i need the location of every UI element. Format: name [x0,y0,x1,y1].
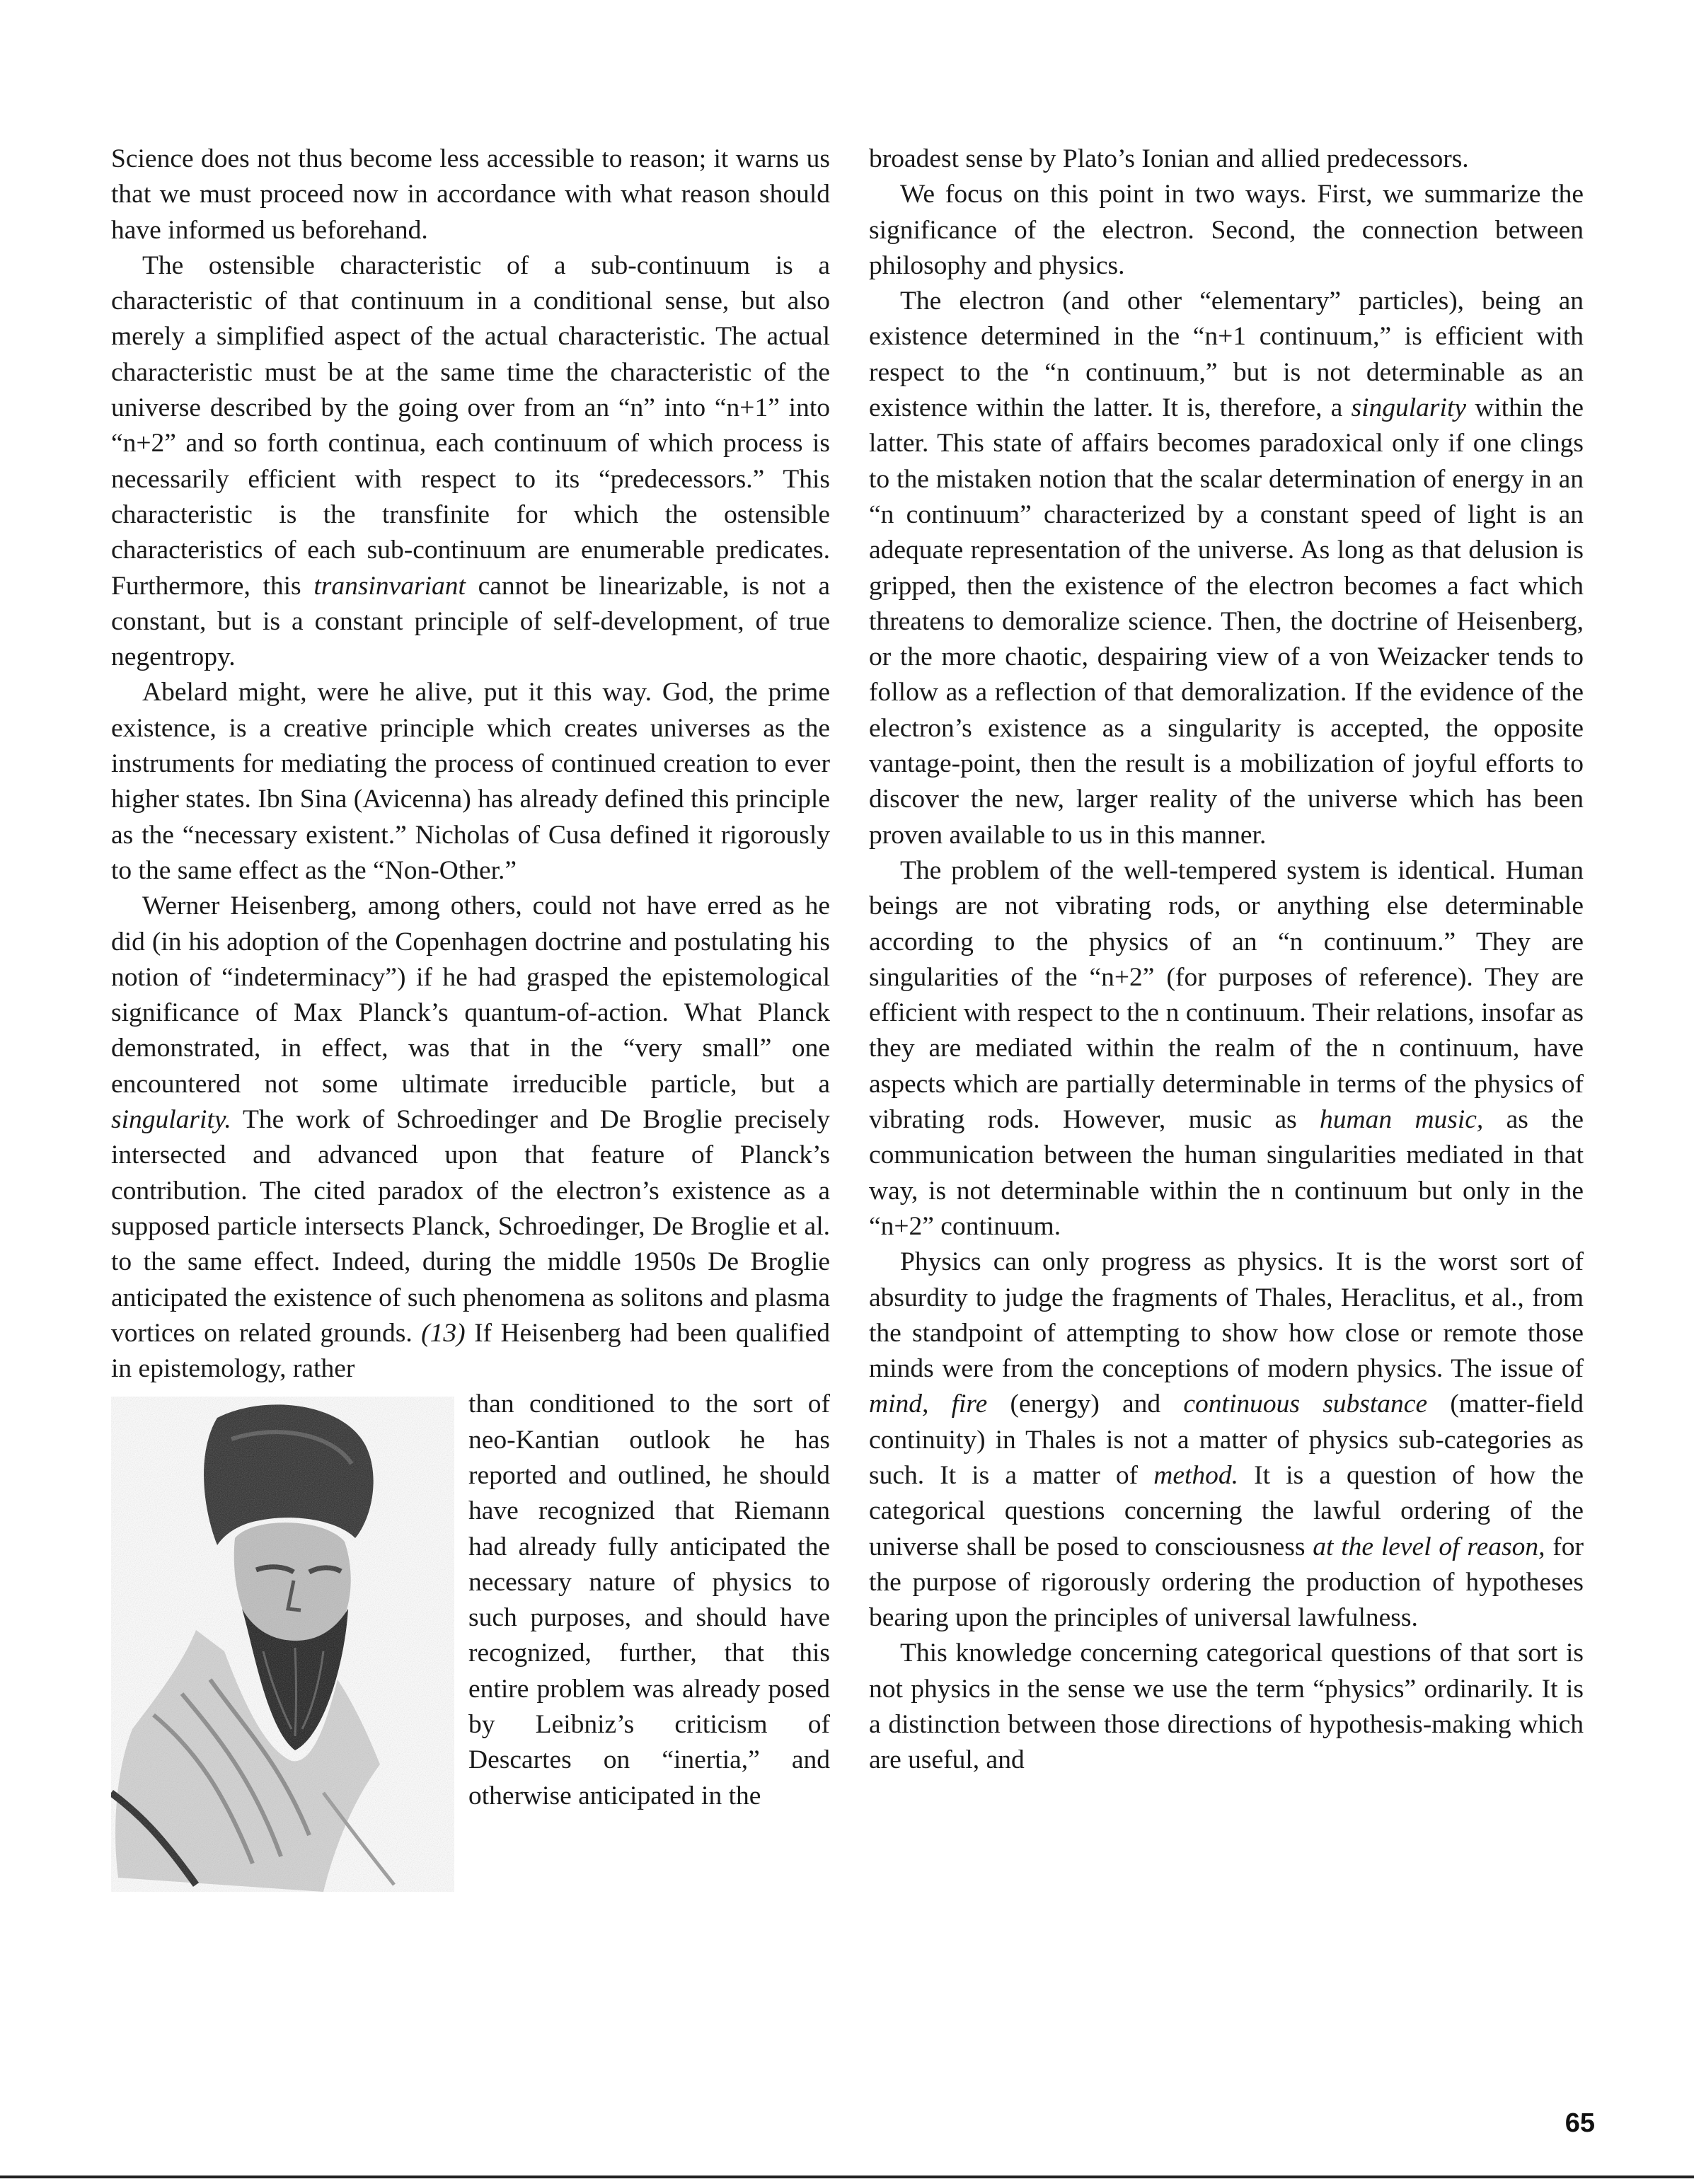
emphasis: human music, [1320,1105,1484,1135]
paragraph: The problem of the well-tempered system is identical. Human beings are not vibrating rods, or anything else determinable according to the physics of an “n continuum.” They are singularities of the “n+2” (for purposes of reference). They are efficient with respect to the n continuum. Their relations, insofar as they are mediated within the realm of the n continuum, have aspects which are partially determinable in terms of the physics of vibrating rods. However, music as human music, as the communication between the human singularities mediated in that way, is not determinable within the n continuum but only in the “n+2” continuum. [869,855,1584,1241]
emphasis: mind, fire [869,1389,988,1419]
bottom-rule [0,2176,1694,2178]
emphasis: method. [1153,1460,1239,1490]
paragraph: Abelard might, were he alive, put it this way. God, the prime existence, is a creative principle which creates universes as the instruments for mediating the process of continued creation to ever higher states. Ibn Sina (Avicenna) has already defined this principle as the “necessary existent.” Nicholas of Cusa defined it rigorously to the same effect as the “Non-Other.” [111,678,830,885]
emphasis: continuous substance [1183,1389,1428,1419]
paragraph: This knowledge concerning categorical questions of that sort is not physics in the sense we use the term “physics” ordinarily. It is a distinction between those directions of hypothesis-making which are useful, and [869,1639,1584,1775]
emphasis: singularity [1351,393,1467,423]
bearded-man-portrait [111,1397,454,1892]
paragraph-wrapped: than conditioned to the sort of neo-Kantian outlook he has reported and outlined, he should have recognized that Riemann had already fully anticipated the necessary nature of physics to such purposes, and should have recognized, further, that this entire problem was already posed by Leibniz’s criticism of Descartes on “inertia,” and otherwise anticipated in the [468,1389,830,1810]
paragraph: Science does not thus become less accessible to reason; it warns us that we must proceed now in accordance with what reason should have informed us beforehand. [111,144,830,245]
portrait-image [111,1397,454,1892]
paragraph: The electron (and other “elementary” particles), being an existence determined in the “n+1 continuum,” is efficient with respect to the “n continuum,” but is not determinable as an existence within the latter. It is, therefore, a singularity within the latter. This state of affairs becomes paradoxical only if one clings to the mistaken notion that the scalar determination of energy in an “n continuum” characterized by a constant speed of light is an adequate representation of the universe. As long as that delusion is gripped, then the existence of the electron becomes a fact which threatens to demoralize science. Then, the doctrine of Heisenberg, or the more chaotic, despairing view of a von Weizacker tends to follow as a reflection of that demoralization. If the evidence of the electron’s existence as a singularity is accepted, the opposite vantage-point, then the result is a mobilization of joyful efforts to discover the new, larger reality of the universe which has been proven available to us in this manner. [869,287,1584,850]
paragraph: The ostensible characteristic of a sub-continuum is a characteristic of that continuum in a conditional sense, but also merely a simplified aspect of the actual characteristic. The actual characteristic must be at the same time the characteristic of the universe described by the going over from an “n” into “n+1” into “n+2” and so forth continua, each continuum of which process is necessarily efficient with respect to its “predecessors.” This characteristic is the transfinite for which the ostensible characteristics of each sub-continuum are enumerable predicates. Furthermore, this transinvariant cannot be linearizable, is not a constant, but is a constant principle of self-development, of true negentropy. [111,250,831,672]
emphasis: transinvariant [313,571,466,601]
paragraph: Werner Heisenberg, among others, could not have erred as he did (in his adoption of the Copenhagen doctrine and postulating his notion of “indeterminacy”) if he had grasped the epistemological significance of Max Planck’s quantum-of-action. What Planck demonstrated, in effect, was that in the “very small” one encountered not some ultimate irreducible particle, but a singularity. The work of Schroedinger and De Broglie precisely intersected and advanced upon that feature of Planck’s contribution. The cited paradox of the electron’s existence as a supposed particle intersects Planck, Schroedinger, De Broglie et al. to the same effect. Indeed, during the middle 1950s De Broglie anticipated the existence of such phenomena as solitons and plasma vortices on related grounds. (13) If Heisenberg had been qualified in epistemology, rather [111,891,831,1384]
page-number: 65 [1565,2108,1595,2138]
left-column [111,141,830,1892]
paragraph: broadest sense by Plato’s Ionian and allied predecessors. [869,144,1469,173]
reference-number: (13) [421,1318,466,1348]
emphasis: at the level of reason, [1313,1532,1545,1561]
paragraph: We focus on this point in two ways. First, we summarize the significance of the electron. Second, the connection between philosophy and physics. [869,180,1584,280]
emphasis: singularity. [111,1105,231,1135]
paragraph: Physics can only progress as physics. It is the worst sort of absurdity to judge the fragments of Thales, Heraclitus, et al., from the standpoint of attempting to show how close or remote those minds were from the conceptions of modern physics. The issue of mind, fire (energy) and continuous substance (matter-field continuity) in Thales is not a matter of physics sub-categories as such. It is a matter of method. It is a question of how the categorical questions concerning the lawful ordering of the universe shall be posed to consciousness at the level of reason, for the purpose of rigorously ordering the production of hypotheses bearing upon the principles of universal lawfulness. [869,1247,1584,1633]
right-column [869,141,1584,1779]
